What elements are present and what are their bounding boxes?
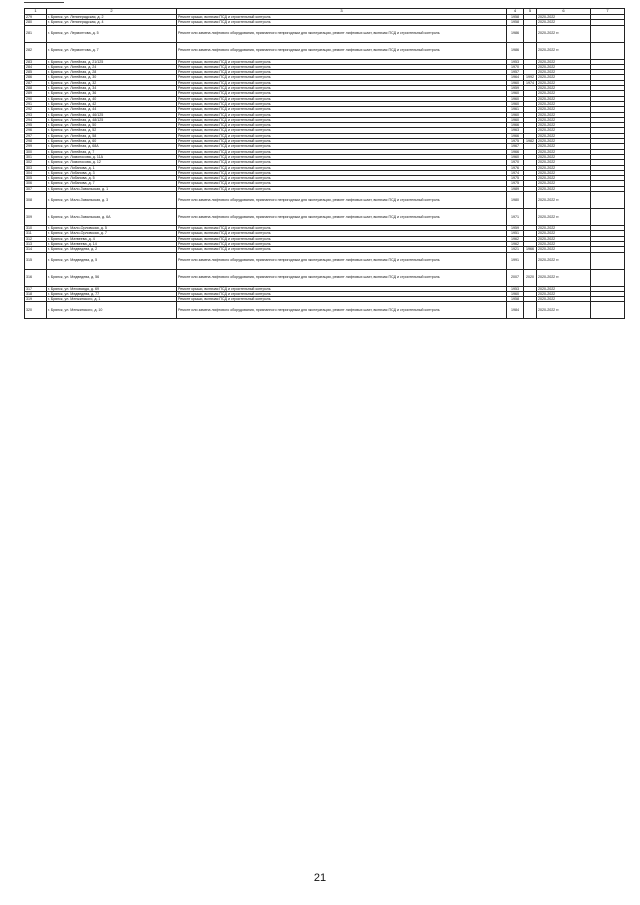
year-built-cell: 1951 xyxy=(507,231,524,236)
header-col-3: 3 xyxy=(177,9,507,15)
planned-period-cell: 2020-2022 гг. xyxy=(537,42,591,59)
repair-schedule-table xyxy=(24,8,625,319)
work-type-cell: Ремонт крыши, включая ПСД и строительный контроль xyxy=(177,20,507,25)
year-rebuilt-cell xyxy=(524,25,537,42)
year-built-cell: 1970 xyxy=(507,64,524,69)
planned-period-cell: 2020-2022 xyxy=(537,59,591,64)
work-type-cell: Ремонт или замена лифтового оборудования, признанного непригодным для эксплуатации, ремонт лифтовых шахт, включая ПСД и строительный контроль xyxy=(177,25,507,42)
address-cell: г. Брянск, ул. Ленинградская, д. 2 xyxy=(47,15,177,20)
row-number: 290 xyxy=(25,96,47,101)
year-built-cell: 2007 xyxy=(507,269,524,286)
work-type-cell: Ремонт крыши, включая ПСД и строительный контроль xyxy=(177,291,507,296)
year-built-cell: 1958 xyxy=(507,20,524,25)
empty-cell xyxy=(591,252,625,269)
row-number: 289 xyxy=(25,91,47,96)
work-type-cell: Ремонт крыши, включая ПСД и строительный контроль xyxy=(177,128,507,133)
work-type-cell: Ремонт крыши, включая ПСД и строительный контроль xyxy=(177,86,507,91)
row-number: 320 xyxy=(25,302,47,319)
top-rule xyxy=(24,2,64,3)
row-number: 303 xyxy=(25,165,47,170)
planned-period-cell: 2020-2022 xyxy=(537,70,591,75)
work-type-cell: Ремонт крыши, включая ПСД и строительный контроль xyxy=(177,96,507,101)
year-built-cell: 1971 xyxy=(507,209,524,226)
year-rebuilt-cell: 1966 xyxy=(524,247,537,252)
row-number: 301 xyxy=(25,154,47,159)
address-cell: г. Брянск, ул. Менжинского, д. 10 xyxy=(47,302,177,319)
year-built-cell: 1959 xyxy=(507,86,524,91)
page-number: 21 xyxy=(313,872,327,884)
address-cell: г. Брянск, ул. Матвеева, д. 4 xyxy=(47,236,177,241)
year-built-cell: 1958 xyxy=(507,15,524,20)
table-row xyxy=(25,302,625,319)
year-built-cell: 1975 xyxy=(507,139,524,144)
year-built-cell: 1966 xyxy=(507,149,524,154)
address-cell: г. Брянск, ул. Лобанова, д. 3 xyxy=(47,170,177,175)
year-rebuilt-cell: 2020 xyxy=(524,269,537,286)
year-rebuilt-cell: 1974 xyxy=(524,80,537,85)
year-rebuilt-cell xyxy=(524,252,537,269)
address-cell: г. Брянск, ул. Литейная, д. 21/125 xyxy=(47,59,177,64)
address-cell: г. Брянск, ул. Меховаяда, д. 69 xyxy=(47,286,177,291)
planned-period-cell: 2020-2022 xyxy=(537,128,591,133)
year-built-cell: 1967 xyxy=(507,144,524,149)
work-type-cell: Ремонт крыши, включая ПСД и строительный контроль xyxy=(177,112,507,117)
work-type-cell: Ремонт крыши, включая ПСД и строительный контроль xyxy=(177,139,507,144)
header-col-7: 7 xyxy=(591,9,625,15)
work-type-cell: Ремонт или замена лифтового оборудования, признанного непригодным для эксплуатации, ремонт лифтовых шахт, включая ПСД и строительный контроль xyxy=(177,192,507,209)
planned-period-cell: 2020-2022 xyxy=(537,154,591,159)
work-type-cell: Ремонт крыши, включая ПСД и строительный контроль xyxy=(177,241,507,246)
year-built-cell: 1960 xyxy=(507,117,524,122)
work-type-cell: Ремонт крыши, включая ПСД и строительный контроль xyxy=(177,247,507,252)
row-number: 293 xyxy=(25,112,47,117)
year-built-cell: 1960 xyxy=(507,91,524,96)
work-type-cell: Ремонт крыши, включая ПСД и строительный контроль xyxy=(177,80,507,85)
planned-period-cell: 2020-2022 xyxy=(537,20,591,25)
table-row xyxy=(25,192,625,209)
address-cell: г. Брянск, ул. Литейная, д. 44 xyxy=(47,107,177,112)
address-cell: г. Брянск, ул. Мало-Орловская, д. 5 xyxy=(47,226,177,231)
address-cell: г. Брянск, ул. Литейная, д. 40 xyxy=(47,96,177,101)
planned-period-cell: 2020-2022 xyxy=(537,186,591,191)
header-col-1: 1 xyxy=(25,9,47,15)
row-number: 292 xyxy=(25,107,47,112)
year-built-cell: 1953 xyxy=(507,286,524,291)
year-built-cell: 1964 xyxy=(507,75,524,80)
address-cell: г. Брянск, ул. Мало-Орловская, д. 7 xyxy=(47,231,177,236)
planned-period-cell: 2020-2022 xyxy=(537,133,591,138)
year-built-cell: 1960 xyxy=(507,154,524,159)
address-cell: г. Брянск, ул. Литейная, д. 30 xyxy=(47,75,177,80)
planned-period-cell: 2020-2022 гг. xyxy=(537,269,591,286)
work-type-cell: Ремонт крыши, включая ПСД и строительный контроль xyxy=(177,226,507,231)
year-built-cell: 1989 xyxy=(507,186,524,191)
document-page xyxy=(24,8,624,319)
row-number: 314 xyxy=(25,247,47,252)
work-type-cell: Ремонт крыши, включая ПСД и строительный контроль xyxy=(177,101,507,106)
address-cell: г. Брянск, ул. Литейная, д. 36 xyxy=(47,91,177,96)
year-built-cell: 1921 xyxy=(507,247,524,252)
row-number: 310 xyxy=(25,226,47,231)
work-type-cell: Ремонт крыши, включая ПСД и строительный контроль xyxy=(177,70,507,75)
row-number: 304 xyxy=(25,170,47,175)
year-rebuilt-cell xyxy=(524,42,537,59)
table-body xyxy=(25,15,625,319)
planned-period-cell: 2020-2022 xyxy=(537,291,591,296)
year-built-cell: 1966 xyxy=(507,123,524,128)
planned-period-cell: 2020-2022 гг. xyxy=(537,25,591,42)
planned-period-cell: 2020-2022 xyxy=(537,123,591,128)
work-type-cell: Ремонт крыши, включая ПСД и строительный контроль xyxy=(177,107,507,112)
table-row xyxy=(25,252,625,269)
year-built-cell: 1980 xyxy=(507,192,524,209)
row-number: 281 xyxy=(25,25,47,42)
header-col-4: 4 xyxy=(507,9,524,15)
row-number: 305 xyxy=(25,176,47,181)
address-cell: г. Брянск, ул. Медведева, д. 77 xyxy=(47,291,177,296)
empty-cell xyxy=(591,25,625,42)
work-type-cell: Ремонт крыши, включая ПСД и строительный контроль xyxy=(177,91,507,96)
work-type-cell: Ремонт крыши, включая ПСД и строительный контроль xyxy=(177,286,507,291)
row-number: 299 xyxy=(25,144,47,149)
work-type-cell: Ремонт крыши, включая ПСД и строительный контроль xyxy=(177,181,507,186)
year-built-cell: 1960 xyxy=(507,80,524,85)
work-type-cell: Ремонт крыши, включая ПСД и строительный контроль xyxy=(177,231,507,236)
work-type-cell: Ремонт крыши, включая ПСД и строительный контроль xyxy=(177,165,507,170)
year-built-cell: 1962 xyxy=(507,241,524,246)
year-built-cell: 1986 xyxy=(507,25,524,42)
row-number: 312 xyxy=(25,236,47,241)
planned-period-cell: 2020-2022 xyxy=(537,170,591,175)
work-type-cell: Ремонт крыши, включая ПСД и строительный контроль xyxy=(177,160,507,165)
year-rebuilt-cell xyxy=(524,192,537,209)
work-type-cell: Ремонт крыши, включая ПСД и строительный контроль xyxy=(177,15,507,20)
address-cell: г. Брянск, ул. Литейная, д. 34 xyxy=(47,86,177,91)
row-number: 302 xyxy=(25,160,47,165)
address-cell: г. Брянск, ул. Матвеева, д. 14 xyxy=(47,241,177,246)
row-number: 315 xyxy=(25,252,47,269)
row-number: 313 xyxy=(25,241,47,246)
empty-cell xyxy=(591,192,625,209)
year-built-cell: 1970 xyxy=(507,160,524,165)
planned-period-cell: 2020-2022 гг. xyxy=(537,302,591,319)
row-number: 306 xyxy=(25,181,47,186)
address-cell: г. Брянск, ул. Лобанова, д. 7 xyxy=(47,181,177,186)
work-type-cell: Ремонт крыши, включая ПСД и строительный контроль xyxy=(177,170,507,175)
year-built-cell: 1960 xyxy=(507,96,524,101)
year-built-cell: 1976 xyxy=(507,165,524,170)
address-cell: г. Брянск, ул. Лермонтова, д. 5 xyxy=(47,25,177,42)
year-rebuilt-cell xyxy=(524,302,537,319)
planned-period-cell: 2020-2022 xyxy=(537,101,591,106)
row-number: 298 xyxy=(25,139,47,144)
address-cell: г. Брянск, ул. Литейная, д. 48/125 xyxy=(47,117,177,122)
planned-period-cell: 2020-2022 xyxy=(537,117,591,122)
planned-period-cell: 2020-2022 xyxy=(537,236,591,241)
address-cell: г. Брянск, ул. Менжинского, д. 1 xyxy=(47,297,177,302)
planned-period-cell: 2020-2022 xyxy=(537,86,591,91)
work-type-cell: Ремонт крыши, включая ПСД и строительный контроль xyxy=(177,133,507,138)
address-cell: г. Брянск, ул. Литейная, д. 58 xyxy=(47,133,177,138)
planned-period-cell: 2020-2022 xyxy=(537,231,591,236)
row-number: 296 xyxy=(25,128,47,133)
address-cell: г. Брянск, ул. Литейная, д. 28 xyxy=(47,70,177,75)
year-built-cell: 1962 xyxy=(507,236,524,241)
row-number: 287 xyxy=(25,80,47,85)
work-type-cell: Ремонт или замена лифтового оборудования, признанного непригодным для эксплуатации, ремонт лифтовых шахт, включая ПСД и строительный контроль xyxy=(177,252,507,269)
planned-period-cell: 2020-2022 xyxy=(537,181,591,186)
year-built-cell: 1963 xyxy=(507,128,524,133)
address-cell: г. Брянск, ул. Лобанова, д. 5 xyxy=(47,176,177,181)
address-cell: г. Брянск, ул. Литейная, д. 32 xyxy=(47,80,177,85)
year-built-cell: 1975 xyxy=(507,176,524,181)
address-cell: г. Брянск, ул. Мало-Завальская, д. 6А xyxy=(47,209,177,226)
work-type-cell: Ремонт крыши, включая ПСД и строительный контроль xyxy=(177,117,507,122)
row-number: 309 xyxy=(25,209,47,226)
work-type-cell: Ремонт или замена лифтового оборудования, признанного непригодным для эксплуатации, ремонт лифтовых шахт, включая ПСД и строительный контроль xyxy=(177,42,507,59)
work-type-cell: Ремонт крыши, включая ПСД и строительный контроль xyxy=(177,186,507,191)
work-type-cell: Ремонт крыши, включая ПСД и строительный контроль xyxy=(177,149,507,154)
row-number: 295 xyxy=(25,123,47,128)
work-type-cell: Ремонт крыши, включая ПСД и строительный контроль xyxy=(177,144,507,149)
address-cell: г. Брянск, ул. Мало-Завальская, д. 3 xyxy=(47,192,177,209)
address-cell: г. Брянск, ул. Лобанова, д. 1 xyxy=(47,165,177,170)
work-type-cell: Ремонт или замена лифтового оборудования, признанного непригодным для эксплуатации, ремонт лифтовых шахт, включая ПСД и строительный контроль xyxy=(177,269,507,286)
empty-cell xyxy=(591,269,625,286)
row-number: 291 xyxy=(25,101,47,106)
work-type-cell: Ремонт крыши, включая ПСД и строительный контроль xyxy=(177,297,507,302)
planned-period-cell: 2020-2022 xyxy=(537,241,591,246)
address-cell: г. Брянск, ул. Литейная, д. 24 xyxy=(47,64,177,69)
table-row xyxy=(25,269,625,286)
row-number: 288 xyxy=(25,86,47,91)
work-type-cell: Ремонт крыши, включая ПСД и строительный контроль xyxy=(177,154,507,159)
row-number: 318 xyxy=(25,291,47,296)
year-built-cell: 1986 xyxy=(507,42,524,59)
year-built-cell: 1966 xyxy=(507,133,524,138)
address-cell: г. Брянск, ул. Мало-Завальская, д. 1 xyxy=(47,186,177,191)
empty-cell xyxy=(591,209,625,226)
year-built-cell: 1974 xyxy=(507,170,524,175)
row-number: 317 xyxy=(25,286,47,291)
planned-period-cell: 2020-2022 xyxy=(537,80,591,85)
planned-period-cell: 2020-2022 xyxy=(537,226,591,231)
row-number: 307 xyxy=(25,186,47,191)
row-number: 297 xyxy=(25,133,47,138)
year-rebuilt-cell: 1992 xyxy=(524,75,537,80)
address-cell: г. Брянск, ул. Литейная, д. 52 xyxy=(47,128,177,133)
address-cell: г. Брянск, ул. Ломоносова, д. 12 xyxy=(47,160,177,165)
year-built-cell: 1957 xyxy=(507,70,524,75)
address-cell: г. Брянск, ул. Медведева, д. 5 xyxy=(47,252,177,269)
header-col-6: 6 xyxy=(537,9,591,15)
planned-period-cell: 2020-2022 xyxy=(537,75,591,80)
table-row xyxy=(25,42,625,59)
year-built-cell: 1960 xyxy=(507,112,524,117)
header-col-2: 2 xyxy=(47,9,177,15)
row-number: 300 xyxy=(25,149,47,154)
work-type-cell: Ремонт крыши, включая ПСД и строительный контроль xyxy=(177,64,507,69)
planned-period-cell: 2020-2022 xyxy=(537,96,591,101)
row-number: 282 xyxy=(25,42,47,59)
year-built-cell: 1975 xyxy=(507,181,524,186)
planned-period-cell: 2020-2022 xyxy=(537,91,591,96)
address-cell: г. Брянск, ул. Литейная, д. 46/125 xyxy=(47,112,177,117)
planned-period-cell: 2020-2022 xyxy=(537,139,591,144)
row-number: 294 xyxy=(25,117,47,122)
year-built-cell: 1959 xyxy=(507,226,524,231)
row-number: 308 xyxy=(25,192,47,209)
address-cell: г. Брянск, ул. Литейная, д. 50 xyxy=(47,123,177,128)
year-built-cell: 1991 xyxy=(507,252,524,269)
planned-period-cell: 2020-2022 xyxy=(537,176,591,181)
year-built-cell: 1984 xyxy=(507,302,524,319)
planned-period-cell: 2020-2022 xyxy=(537,15,591,20)
row-number: 283 xyxy=(25,59,47,64)
header-col-5: 5 xyxy=(524,9,537,15)
year-built-cell: 1961 xyxy=(507,107,524,112)
planned-period-cell: 2020-2022 xyxy=(537,165,591,170)
row-number: 311 xyxy=(25,231,47,236)
work-type-cell: Ремонт крыши, включая ПСД и строительный контроль xyxy=(177,75,507,80)
work-type-cell: Ремонт или замена лифтового оборудования, признанного непригодным для эксплуатации, ремонт лифтовых шахт, включая ПСД и строительный контроль xyxy=(177,209,507,226)
planned-period-cell: 2020-2022 xyxy=(537,144,591,149)
address-cell: г. Брянск, ул. Лермонтова, д. 7 xyxy=(47,42,177,59)
row-number: 286 xyxy=(25,75,47,80)
address-cell: г. Брянск, ул. Литейная, д. 7 xyxy=(47,149,177,154)
year-built-cell: 1960 xyxy=(507,291,524,296)
address-cell: г. Брянск, ул. Ломоносова, д. 11А xyxy=(47,154,177,159)
row-number: 280 xyxy=(25,20,47,25)
address-cell: г. Брянск, ул. Литейная, д. 60 xyxy=(47,139,177,144)
address-cell: г. Брянск, ул. Медведева, д. 2 xyxy=(47,247,177,252)
planned-period-cell: 2020-2022 гг. xyxy=(537,252,591,269)
row-number: 279 xyxy=(25,15,47,20)
year-built-cell: 1953 xyxy=(507,59,524,64)
row-number: 319 xyxy=(25,297,47,302)
address-cell: г. Брянск, ул. Ленинградская, д. 4 xyxy=(47,20,177,25)
planned-period-cell: 2020-2022 гг. xyxy=(537,209,591,226)
year-rebuilt-cell: 1982 xyxy=(524,139,537,144)
planned-period-cell: 2020-2022 xyxy=(537,160,591,165)
planned-period-cell: 2020-2022 xyxy=(537,297,591,302)
planned-period-cell: 2020-2022 xyxy=(537,107,591,112)
planned-period-cell: 2020-2022 xyxy=(537,112,591,117)
planned-period-cell: 2020-2022 xyxy=(537,247,591,252)
work-type-cell: Ремонт или замена лифтового оборудования, признанного непригодным для эксплуатации, ремонт лифтовых шахт, включая ПСД и строительный контроль xyxy=(177,302,507,319)
work-type-cell: Ремонт крыши, включая ПСД и строительный контроль xyxy=(177,123,507,128)
empty-cell xyxy=(591,302,625,319)
year-built-cell: 1958 xyxy=(507,297,524,302)
year-rebuilt-cell xyxy=(524,209,537,226)
planned-period-cell: 2020-2022 xyxy=(537,64,591,69)
address-cell: г. Брянск, ул. Литейная, д. 68А xyxy=(47,144,177,149)
year-built-cell: 1960 xyxy=(507,101,524,106)
row-number: 284 xyxy=(25,64,47,69)
planned-period-cell: 2020-2022 гг. xyxy=(537,192,591,209)
row-number: 285 xyxy=(25,70,47,75)
work-type-cell: Ремонт крыши, включая ПСД и строительный контроль xyxy=(177,236,507,241)
work-type-cell: Ремонт крыши, включая ПСД и строительный контроль xyxy=(177,176,507,181)
row-number: 316 xyxy=(25,269,47,286)
empty-cell xyxy=(591,42,625,59)
address-cell: г. Брянск, ул. Медведева, д. 56 xyxy=(47,269,177,286)
planned-period-cell: 2020-2022 xyxy=(537,149,591,154)
address-cell: г. Брянск, ул. Литейная, д. 42 xyxy=(47,101,177,106)
work-type-cell: Ремонт крыши, включая ПСД и строительный контроль xyxy=(177,59,507,64)
table-row xyxy=(25,209,625,226)
planned-period-cell: 2020-2022 xyxy=(537,286,591,291)
table-row xyxy=(25,25,625,42)
